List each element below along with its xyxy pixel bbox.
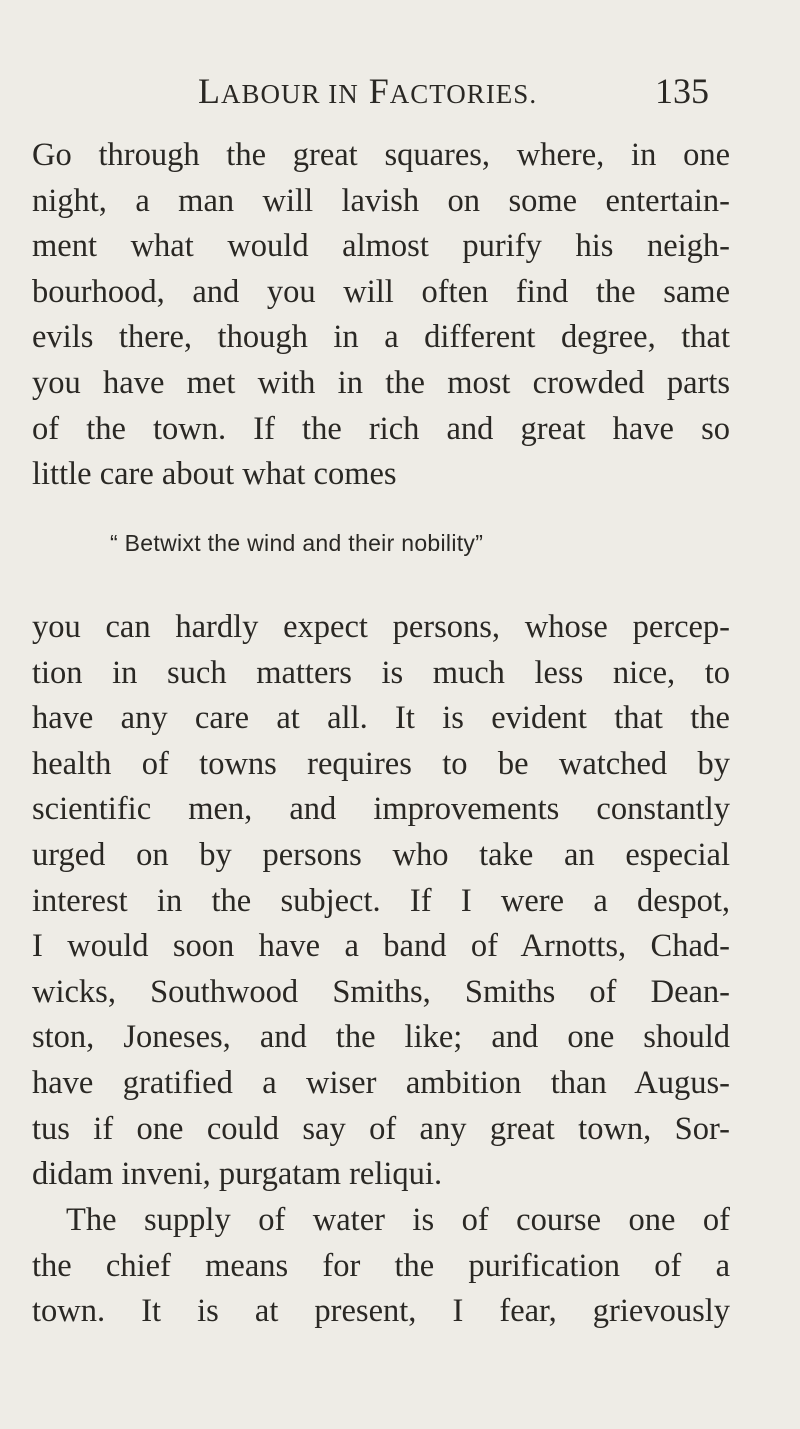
text-line: scientific men, and improvements constantly [32,791,730,828]
block-quote: “ Betwixt the wind and their nobility” [110,530,484,556]
paragraph-1 [32,133,730,498]
page-header [0,70,800,110]
text-line: little care about what comes [32,456,397,493]
text-line: of the town. If the rich and great have so [32,410,730,447]
text-line: urged on by persons who take an especial [32,836,730,873]
paragraph-2 [32,605,730,1198]
text-line: night, a man will lavish on some entertain- [32,182,730,219]
text-line: ston, Joneses, and the like; and one should [32,1019,730,1056]
text-line: wicks, Southwood Smiths, Smiths of Dean- [32,973,730,1010]
text-line: the chief means for the purification of a [32,1247,730,1284]
text-line: Go through the great squares, where, in one [32,137,730,173]
text-line: ment what would almost purify his neigh- [32,228,730,265]
page-number: 135 [655,71,709,111]
text-line: bourhood, and you will often find the same [32,273,730,310]
paragraph-3 [32,1198,730,1335]
text-line: have gratified a wiser ambition than Augus- [32,1064,730,1101]
text-line: interest in the subject. If I were a despot, [32,882,730,919]
text-line: you have met with in the most crowded parts [32,364,730,401]
text-line: I would soon have a band of Arnotts, Chad- [32,928,730,965]
text-line: evils there, though in a different degree, that [32,319,730,356]
text-line: health of towns requires to be watched by [32,745,730,782]
text-line: have any care at all. It is evident that the [32,700,730,737]
running-title: LABOUR IN FACTORIES. [198,71,538,111]
text-line: tion in such matters is much less nice, to [32,654,730,691]
text-line: you can hardly expect persons, whose percep- [32,609,730,645]
text-line: tus if one could say of any great town, Sor- [32,1110,730,1147]
text-line: town. It is at present, I fear, grievously [32,1293,730,1330]
text-line: didam inveni, purgatam reliqui. [32,1156,443,1193]
text-line: The supply of water is of course one of [66,1202,730,1238]
